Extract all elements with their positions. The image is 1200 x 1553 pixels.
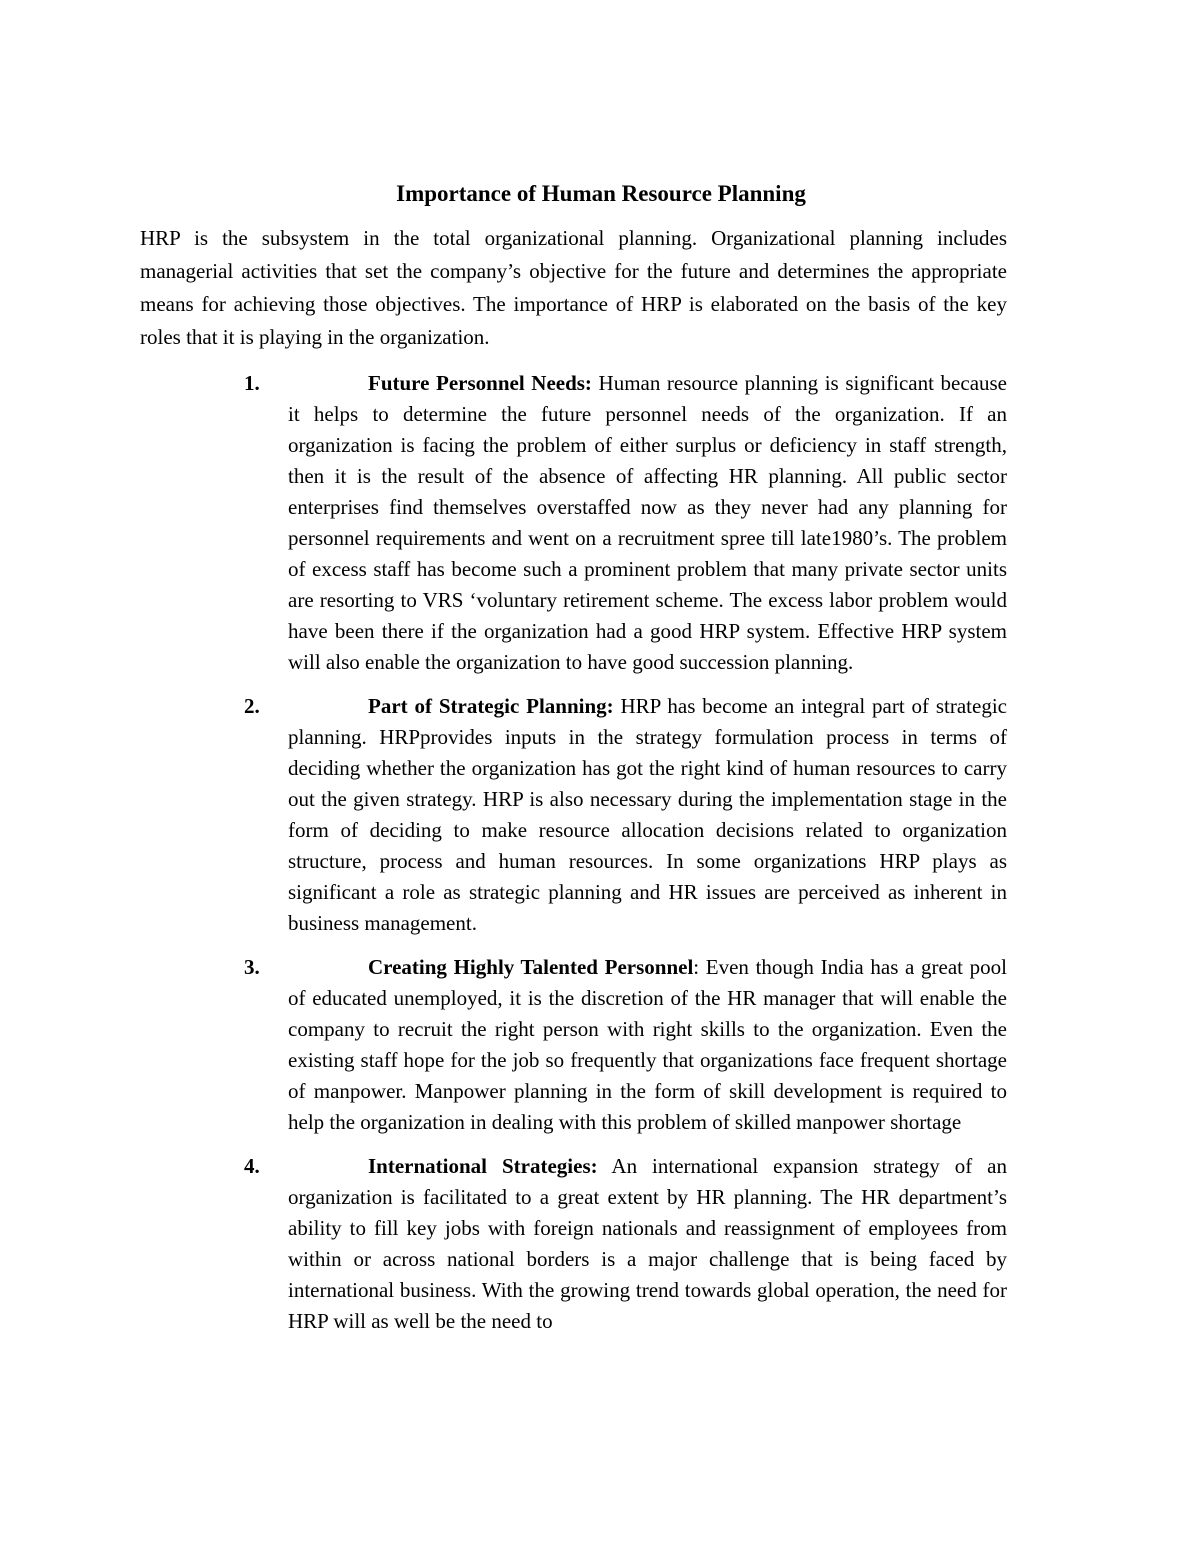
list-item-body	[288, 952, 1007, 1138]
list-item	[0, 952, 1200, 1138]
list-item-body	[288, 1151, 1007, 1337]
list-item	[0, 368, 1200, 678]
list-item-heading: Future Personnel Needs:	[368, 371, 592, 395]
list-item-number: 4.	[244, 1154, 260, 1178]
list-item	[0, 691, 1200, 939]
list-item-text: Human resource planning is significant because it helps to determine the future personnel needs of the organization. If an organization is facing the problem of either surplus or deficiency in staff strength, then it is the result of the absence of affecting HR planning. All public sector enterprises find themselves overstaffed now as they never had any planning for personnel requirements and went on a recruitment spree till late1980’s. The problem of excess staff has become such a prominent problem that many private sector units are resorting to VRS ‘voluntary retirement scheme. The excess labor problem would have been there if the organization had a good HRP system. Effective HRP system will also enable the organization to have good succession planning.	[288, 371, 1008, 674]
list-item	[0, 1151, 1200, 1337]
list-item-number: 2.	[244, 694, 260, 718]
list-item-number: 1.	[244, 371, 260, 395]
list-item-heading: Creating Highly Talented Personnel	[368, 955, 694, 979]
intro-paragraph: HRP is the subsystem in the total organizational planning. Organizational planning includes managerial activities that set the company’s objective for the future and determines the appropriate means for achieving those objectives. The importance of HRP is elaborated on the basis of the key roles that it is playing in the organization.	[140, 226, 1007, 349]
list-item-text: : Even though India has a great pool of educated unemployed, it is the discretion of the HR manager that will enable the company to recruit the right person with right skills to the organization. Even the existing staff hope for the job so frequently that organizations face frequent shortage of manpower. Manpower planning in the form of skill development is required to help the organization in dealing with this problem of skilled manpower shortage	[288, 955, 1007, 1134]
importance-list	[0, 368, 1200, 1350]
list-item-heading: Part of Strategic Planning:	[368, 694, 614, 718]
list-item-heading: International Strategies:	[368, 1154, 598, 1178]
document-title: Importance of Human Resource Planning	[396, 181, 806, 206]
list-item-number: 3.	[244, 955, 260, 979]
list-item-body	[288, 368, 1007, 678]
list-item-text: HRP has become an integral part of strategic planning. HRPprovides inputs in the strategy formulation process in terms of deciding whether the organization has got the right kind of human resources to carry out the given strategy. HRP is also necessary during the implementation stage in the form of deciding to make resource allocation decisions related to organization structure, process and human resources. In some organizations HRP plays as significant a role as strategic planning and HR issues are perceived as inherent in business management.	[288, 694, 1007, 935]
list-item-text: An international expansion strategy of an organization is facilitated to a great extent by HR planning. The HR department’s ability to fill key jobs with foreign nationals and reassignment of employees from within or across national borders is a major challenge that is being faced by international business. With the growing trend towards global operation, the need for HRP will as well be the need to	[288, 1154, 1007, 1333]
list-item-body	[288, 691, 1007, 939]
